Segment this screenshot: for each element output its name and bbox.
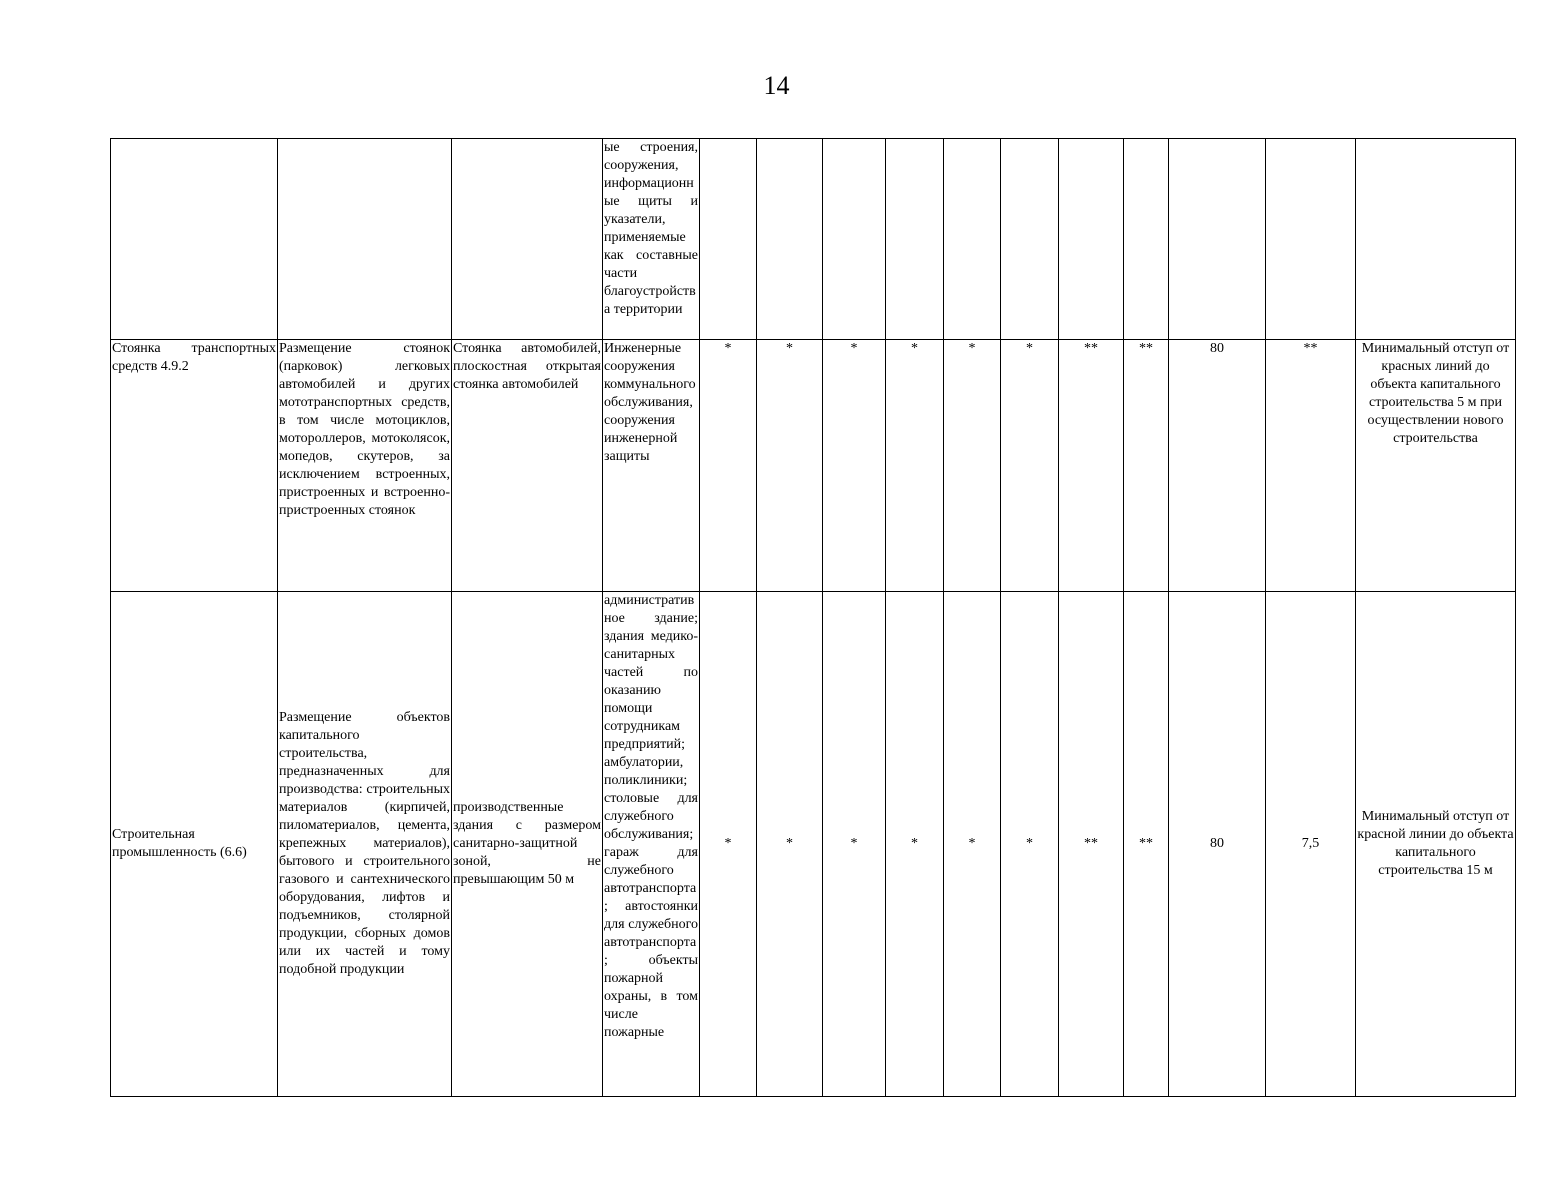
cell-min-landscaping: 7,5 bbox=[1266, 592, 1356, 1097]
cell-param: * bbox=[1001, 340, 1059, 592]
cell-note: Минимальный отступ от красной линии до объекта капитального строительства 15 м bbox=[1356, 592, 1516, 1097]
cell-param: * bbox=[1001, 592, 1059, 1097]
cell-max-coverage: 80 bbox=[1169, 592, 1266, 1097]
cell-param: * bbox=[823, 592, 886, 1097]
cell-param: ** bbox=[1059, 340, 1124, 592]
cell-note bbox=[1356, 139, 1516, 340]
cell-auxiliary: Инженерные сооружения коммунального обслуживания, сооружения инженерной защиты bbox=[603, 340, 700, 592]
cell-name: Стоянка транспортных средств 4.9.2 bbox=[111, 340, 278, 592]
cell-param: * bbox=[823, 340, 886, 592]
cell-param bbox=[1001, 139, 1059, 340]
cell-objects: производственные здания с размером санитарно-защитной зоной, не превышающим 50 м bbox=[452, 592, 603, 1097]
cell-param bbox=[823, 139, 886, 340]
cell-param: ** bbox=[1059, 592, 1124, 1097]
cell-param bbox=[1124, 139, 1169, 340]
cell-param: * bbox=[886, 592, 944, 1097]
cell-objects bbox=[452, 139, 603, 340]
cell-param bbox=[1059, 139, 1124, 340]
cell-param: * bbox=[757, 340, 823, 592]
cell-param: ** bbox=[1124, 340, 1169, 592]
cell-description: Размещение объектов капитального строительства, предназначенных для производства: строительных материалов (кирпичей, пиломатериалов, цемента, крепежных материалов), бытового и строительного газового и сантехнического оборудования, лифтов и подъемников, столярной продукции, сборных домов или их частей и тому подобной продукции bbox=[278, 592, 452, 1097]
cell-description: Размещение стоянок (парковок) легковых автомобилей и других мототранспортных средств, в том числе мотоциклов, мотороллеров, мотоколясок, мопедов, скутеров, за исключением встроенных, пристроенных и встроенно-пристроенных стоянок bbox=[278, 340, 452, 592]
cell-param: ** bbox=[1124, 592, 1169, 1097]
cell-auxiliary: административное здание; здания медико-санитарных частей по оказанию помощи сотрудникам предприятий; амбулатории, поликлиники; столовые для служебного обслуживания; гараж для служебного автотранспорта; автостоянки для служебного автотранспорта; объекты пожарной охраны, в том числе пожарные bbox=[603, 592, 700, 1097]
cell-param: * bbox=[700, 592, 757, 1097]
table-row bbox=[111, 340, 1516, 592]
zoning-regulations-table bbox=[110, 138, 1516, 1097]
cell-param bbox=[886, 139, 944, 340]
cell-param bbox=[757, 139, 823, 340]
cell-name bbox=[111, 139, 278, 340]
table-row bbox=[111, 139, 1516, 340]
cell-max-coverage bbox=[1169, 139, 1266, 340]
cell-objects: Стоянка автомобилей, плоскостная открытая стоянка автомобилей bbox=[452, 340, 603, 592]
table-row bbox=[111, 592, 1516, 1097]
cell-param bbox=[944, 139, 1001, 340]
cell-name: Строительная промышленность (6.6) bbox=[111, 592, 278, 1097]
cell-min-landscaping bbox=[1266, 139, 1356, 340]
page-number: 14 bbox=[763, 71, 790, 100]
cell-param: * bbox=[700, 340, 757, 592]
cell-description bbox=[278, 139, 452, 340]
cell-min-landscaping: ** bbox=[1266, 340, 1356, 592]
cell-auxiliary: ые строения, сооружения, информационные щиты и указатели, применяемые как составные части благоустройства территории bbox=[603, 139, 700, 340]
cell-param: * bbox=[757, 592, 823, 1097]
cell-note: Минимальный отступ от красных линий до объекта капитального строительства 5 м при осуществлении нового строительства bbox=[1356, 340, 1516, 592]
cell-param bbox=[700, 139, 757, 340]
cell-max-coverage: 80 bbox=[1169, 340, 1266, 592]
cell-param: * bbox=[886, 340, 944, 592]
cell-param: * bbox=[944, 340, 1001, 592]
cell-param: * bbox=[944, 592, 1001, 1097]
